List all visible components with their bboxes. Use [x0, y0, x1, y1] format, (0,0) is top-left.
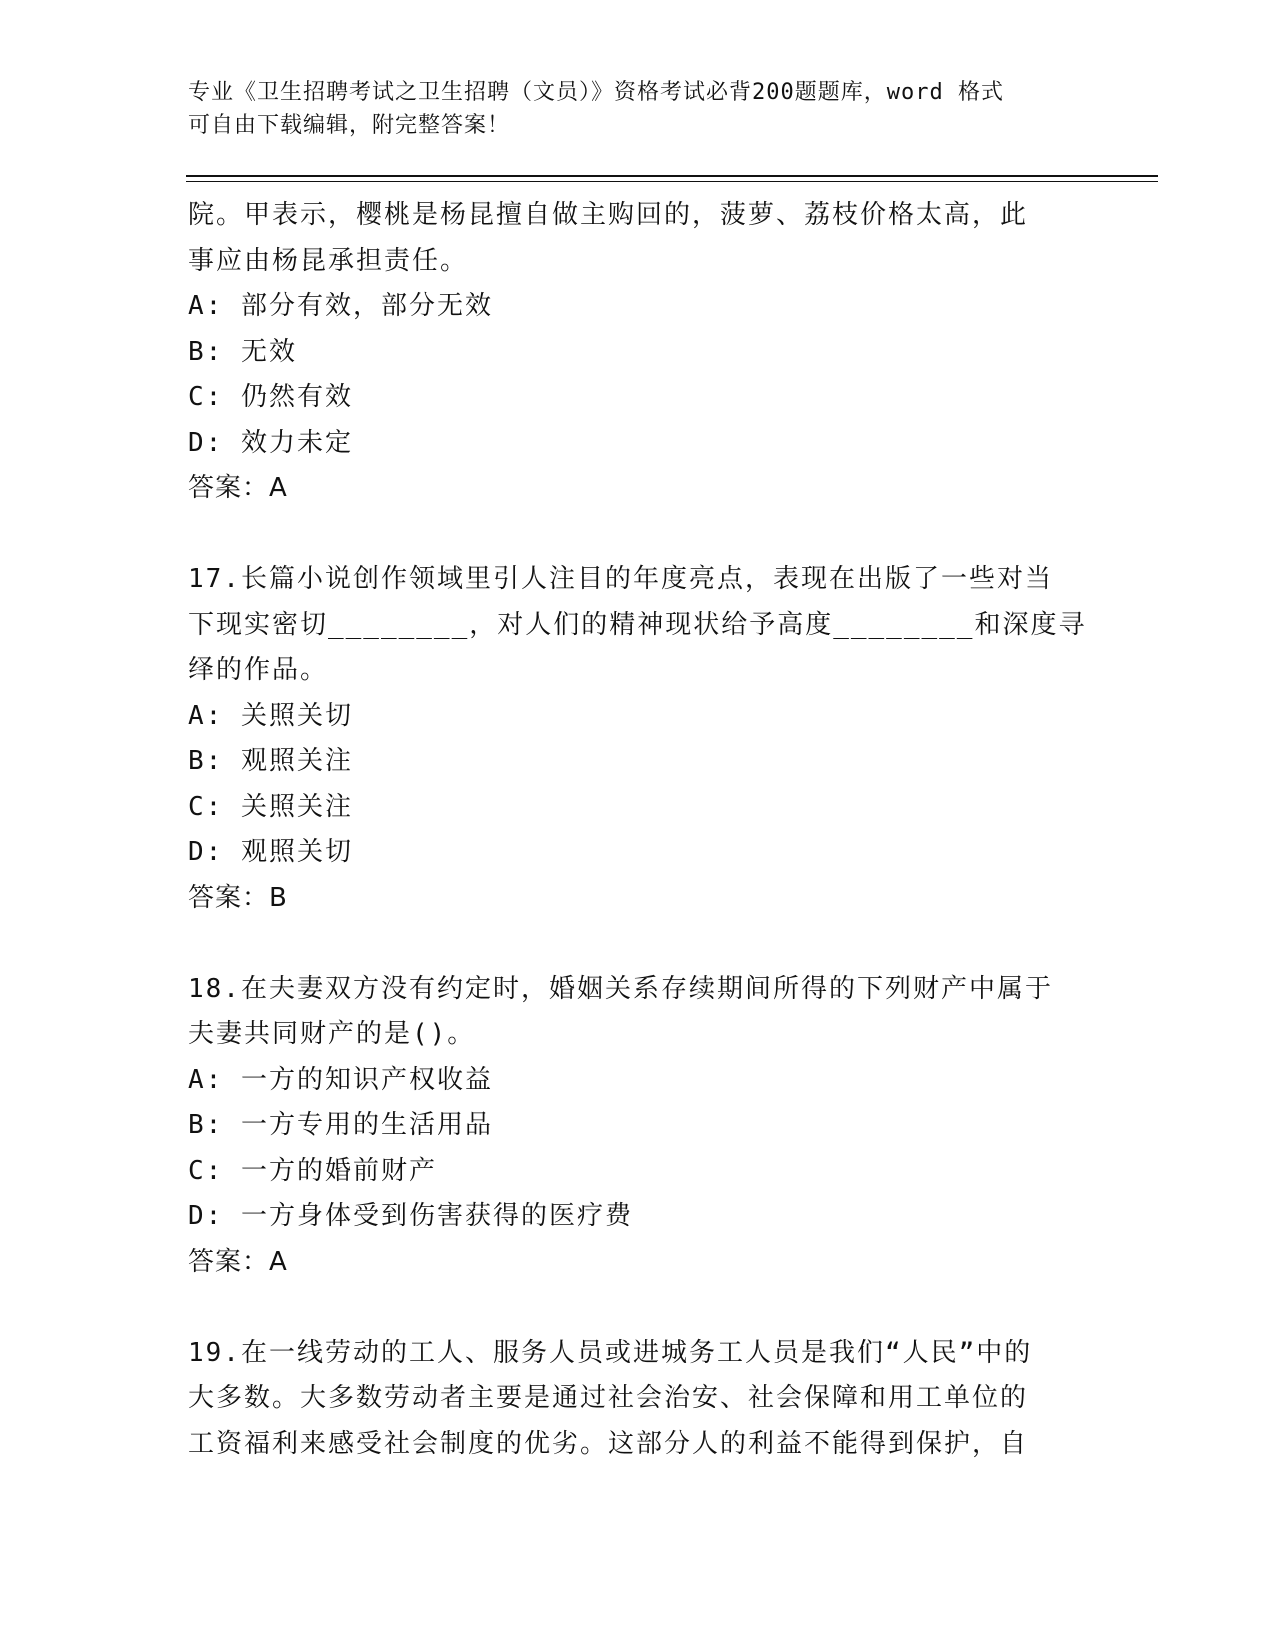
- question-stem-line: 18.在夫妻双方没有约定时，婚姻关系存续期间所得的下列财产中属于: [188, 973, 1053, 1004]
- option-c: C: 关照关注: [188, 791, 353, 822]
- option-c: C: 仍然有效: [188, 382, 353, 412]
- question-stem-line: 事应由杨昆承担责任。: [188, 245, 469, 276]
- document-body: [188, 193, 1088, 1467]
- header-line-2: 可自由下载编辑，附完整答案！: [188, 113, 511, 138]
- question-stem-line: 19.在一线劳动的工人、服务人员或进城务工人员是我们“人民”中的: [188, 1337, 1033, 1368]
- question-stem-line: 绎的作品。: [188, 655, 329, 685]
- question-stem-line: 下现实密切________，对人们的精神现状给予高度________和深度寻: [188, 609, 1087, 640]
- header-line-1: 专业《卫生招聘考试之卫生招聘（文员）》资格考试必背200题题库，word 格式: [188, 80, 1004, 105]
- question-stem-line: 大多数。大多数劳动者主要是通过社会治安、社会保障和用工单位的: [188, 1383, 1029, 1413]
- question-stem-line: 夫妻共同财产的是()。: [188, 1019, 476, 1049]
- answer-line: 答案：B: [188, 882, 288, 913]
- option-b: B: 无效: [188, 336, 297, 367]
- question-16: [188, 193, 1088, 512]
- option-a: A: 关照关切: [188, 700, 353, 731]
- question-stem-line: 工资福利来感受社会制度的优劣。这部分人的利益不能得到保护，自: [188, 1428, 1029, 1459]
- option-c: C: 一方的婚前财产: [188, 1155, 437, 1186]
- option-a: A: 一方的知识产权收益: [188, 1064, 493, 1095]
- option-b: B: 一方专用的生活用品: [188, 1110, 493, 1140]
- question-17: [188, 557, 1088, 921]
- question-19: [188, 1331, 1088, 1468]
- spacer: [188, 1285, 1088, 1331]
- spacer: [188, 512, 1088, 558]
- option-d: D: 观照关切: [188, 837, 353, 867]
- option-d: D: 效力未定: [188, 427, 353, 458]
- question-stem-line: 17.长篇小说创作领域里引人注目的年度亮点，表现在出版了一些对当: [188, 564, 1053, 594]
- question-18: [188, 967, 1088, 1286]
- header-divider-thin: [186, 181, 1158, 182]
- option-b: B: 观照关注: [188, 746, 353, 776]
- option-a: A: 部分有效，部分无效: [188, 291, 493, 321]
- document-header: [188, 76, 1088, 142]
- option-d: D: 一方身体受到伤害获得的医疗费: [188, 1201, 633, 1231]
- answer-line: 答案：A: [188, 1246, 288, 1277]
- spacer: [188, 921, 1088, 967]
- answer-line: 答案：A: [188, 473, 288, 503]
- header-divider-thick: [186, 175, 1158, 177]
- question-stem-line: 院。甲表示，樱桃是杨昆擅自做主购回的，菠萝、荔枝价格太高，此: [188, 200, 1029, 230]
